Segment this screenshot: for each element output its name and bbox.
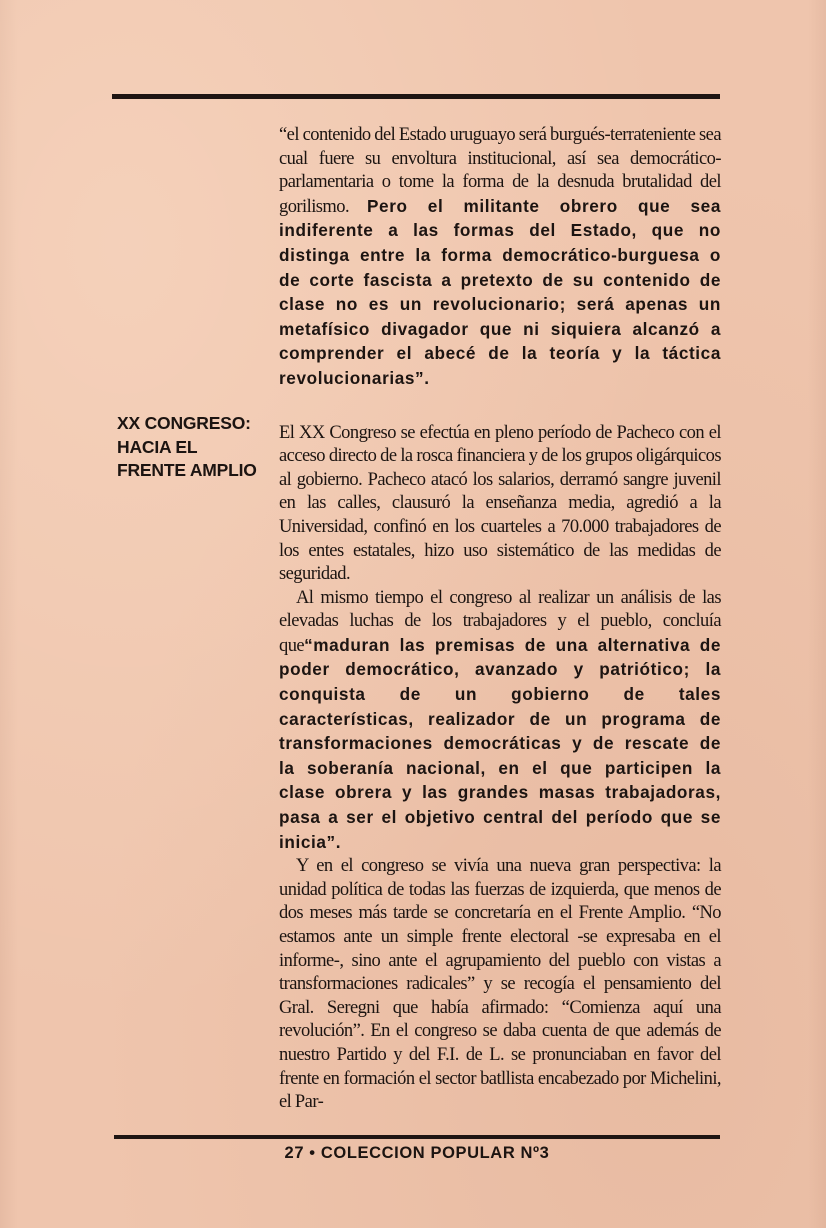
top-rule	[112, 94, 720, 99]
page-footer	[114, 1144, 720, 1163]
sidehead-line-3: FRENTE AMPLIO	[117, 460, 257, 480]
section-sidehead	[117, 412, 267, 483]
quote-paragraph	[279, 124, 721, 392]
paragraph-3: Y en el congreso se vivía una nueva gran perspectiva: la unidad política de todas las fuerzas de izquierda, que menos de dos meses más tarde se concretaría en el Frente Amplio. “No estamos ante un simple frente electoral -se expresaba en el informe-, sino ante el agrupamiento del pueblo con vistas a transformaciones radicales” y se recogía el pensamiento del Gral. Seregni que había afirmado: “Comienza aquí una revolución”. En el congreso se daba cuenta de que además de nuestro Partido y del F.I. de L. se pronunciaban en favor del frente en formación el sector batllista encabezado por Michelini, el Par-	[279, 856, 721, 1113]
paragraph-1: El XX Congreso se efectúa en pleno período de Pacheco con el acceso directo de la rosca financiera y de los grupos oligárquicos al gobierno. Pacheco atacó los salarios, derramó sangre juvenil en las calles, clausuró la enseñanza media, agredió a la Universidad, confinó en los cuarteles a 70.000 trabajadores de los entes estatales, hizo uso sistemático de las medidas de seguridad.	[279, 422, 721, 585]
collection-title: COLECCION POPULAR Nº3	[320, 1144, 550, 1162]
sidehead-line-1: XX CONGRESO:	[117, 413, 251, 433]
page-number: 27	[284, 1144, 305, 1162]
paragraph-2-bold-quote: “maduran las premisas de una alternativa de poder democrático, avanzado y patriótico; la conquista de un gobierno de tales características, realizador de un programa de transformaciones democráticas y de rescate de la soberanía nacional, en el que participen la clase obrera y las grandes masas trabajadoras, pasa a ser el objetivo central del período que se inicia”.	[279, 634, 721, 852]
quote-bold-text: Pero el militante obrero que sea indiferente a las formas del Estado, que no distinga entre la forma democrático-burguesa o de corte fascista a pretexto de su contenido de clase no es un revolucionario; será apenas un metafísico divagador que ni siquiera alcanzó a comprender el abecé de la teoría y la táctica revolucionarias”.	[279, 195, 721, 388]
paragraph-2-regular-text: Al mismo tiempo el congreso al realizar un análisis de las elevadas luchas de los trabajadores y el pueblo, concluía que	[279, 587, 721, 656]
footer-separator: •	[309, 1144, 316, 1162]
paragraph-2	[279, 587, 721, 856]
main-text-column	[279, 124, 721, 1115]
quote-regular-text: “el contenido del Estado uruguayo será burgués-terrateniente sea cual fuere su envoltura institucional, así sea democrático-parlamentaria o tome la forma de la desnuda brutalidad del gorilismo.	[279, 125, 721, 217]
bottom-rule	[114, 1135, 720, 1139]
sidehead-line-2: HACIA EL	[117, 436, 198, 457]
